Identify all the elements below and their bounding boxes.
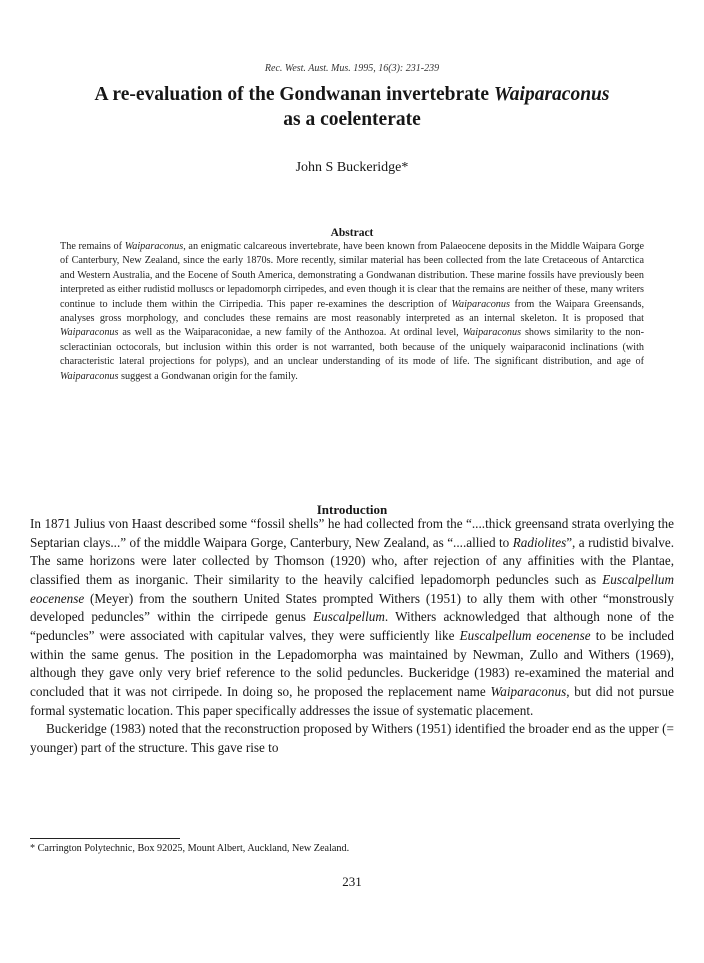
italic-taxon-name: Waiparaconus bbox=[124, 241, 184, 252]
text-run: from the Waipara Greensands, analyses gross morphology, and concludes these remains are most reasonably interpreted as an internal skeleton. It is proposed that bbox=[60, 298, 644, 325]
italic-taxon-name: Waiparaconus bbox=[60, 327, 119, 339]
italic-taxon-name: Euscalpellum bbox=[313, 609, 385, 625]
introduction-body bbox=[30, 515, 674, 758]
italic-taxon-name: Euscalpellum eocenense bbox=[30, 571, 674, 606]
text-run: (Meyer) from the southern United States prompted Withers (1951) to ally them with other “monstrously developed peduncles” within the cirripede genus bbox=[30, 590, 674, 625]
introduction-heading: Introduction bbox=[316, 502, 388, 517]
introduction-paragraph-2 bbox=[30, 720, 674, 757]
article-title bbox=[20, 82, 684, 132]
text-run: In 1871 Julius von Haast described some “fossil shells” he had collected from the “....thick greensand strata overlying the Septarian clays...” of the middle Waipara Gorge, Canterbury, New Zealand, as “....allied to bbox=[30, 516, 674, 550]
text-run: suggest a Gondwanan origin for the family. bbox=[118, 370, 298, 382]
text-run: ”, a rudistid bivalve. The same horizons were later collected by Thomson (1920) who, after rejection of any affinities with the Plantae, classified them as inorganic. Their similarity to the heavily calcified lepadomorph peduncles such as bbox=[30, 534, 674, 587]
abstract-body bbox=[60, 240, 644, 384]
title-line1-text: A re-evaluation of the Gondwanan invertebrate bbox=[94, 84, 494, 105]
text-run: to be included within the same genus. The position in the Lepadomorpha was maintained by Newman, Zullo and Withers (1969), although they gave only very brief reference to the solid peduncles. Buckeridge (1983) re-examined the material and concluded that it was not cirripede. In doing so, he proposed the replacement name bbox=[30, 627, 674, 699]
italic-taxon-name: Waiparaconus bbox=[451, 298, 510, 310]
italic-taxon-name: Radiolites bbox=[512, 534, 567, 550]
italic-taxon-name: Waiparaconus bbox=[60, 370, 119, 382]
page-number: 231 bbox=[342, 874, 362, 889]
author-name: John S Buckeridge* bbox=[295, 160, 409, 175]
italic-taxon-name: Waiparaconus bbox=[490, 683, 567, 699]
running-head: Rec. West. Aust. Mus. 1995, 16(3): 231-239 bbox=[264, 63, 440, 74]
text-run: . Withers acknowledged that although none of the “peduncles” were associated with capitular valves, they were sufficiently like bbox=[30, 609, 675, 643]
author-affiliation-footnote: * Carrington Polytechnic, Box 92025, Mount Albert, Auckland, New Zealand. bbox=[30, 843, 350, 854]
italic-taxon-name: Euscalpellum eocenense bbox=[459, 627, 591, 643]
introduction-paragraph-1 bbox=[30, 515, 674, 720]
text-run: , an enigmatic calcareous invertebrate, have been known from Palaeocene deposits in the Middle Waipara Gorge of Canterbury, New Zealand, since the early 1870s. More recently, similar material has been collected from the late Cretaceous of Antarctica and Western Australia, and the Eocene of South America, demonstrating a Gondwanan distribution. These marine fossils have previously been interpreted as either rudistid molluscs or lepadomorph cirripedes, and even though it is clear that the remains are neither of these, many writers continue to include them within the Cirripedia. This paper re-examines the description of bbox=[60, 241, 644, 310]
italic-taxon-name: Waiparaconus bbox=[462, 327, 522, 339]
footnote-divider bbox=[30, 838, 180, 839]
text-run: , but did not pursue formal systematic location. This paper specifically addresses the issue of systematic placement. bbox=[30, 683, 674, 718]
text-run: Buckeridge (1983) noted that the reconstruction proposed by Withers (1951) identified the broader end as the upper (= younger) part of the structure. This gave rise to bbox=[30, 721, 674, 755]
title-line2-text: as a coelenterate bbox=[283, 109, 421, 130]
text-run: as well as the Waiparaconidae, a new family of the Anthozoa. At ordinal level, bbox=[118, 327, 463, 339]
abstract-heading: Abstract bbox=[330, 227, 374, 239]
title-genus-name: Waiparaconus bbox=[493, 84, 610, 105]
text-run: shows similarity to the non-scleractinian octocorals, but inclusion within this order is not warranted, both because of the uniquely waiparaconid inclinations (with characteristic lateral projections for polyps), and an unclear understanding of its mode of life. The significant distribution, and age of bbox=[60, 327, 644, 368]
text-run: The remains of bbox=[60, 241, 125, 252]
